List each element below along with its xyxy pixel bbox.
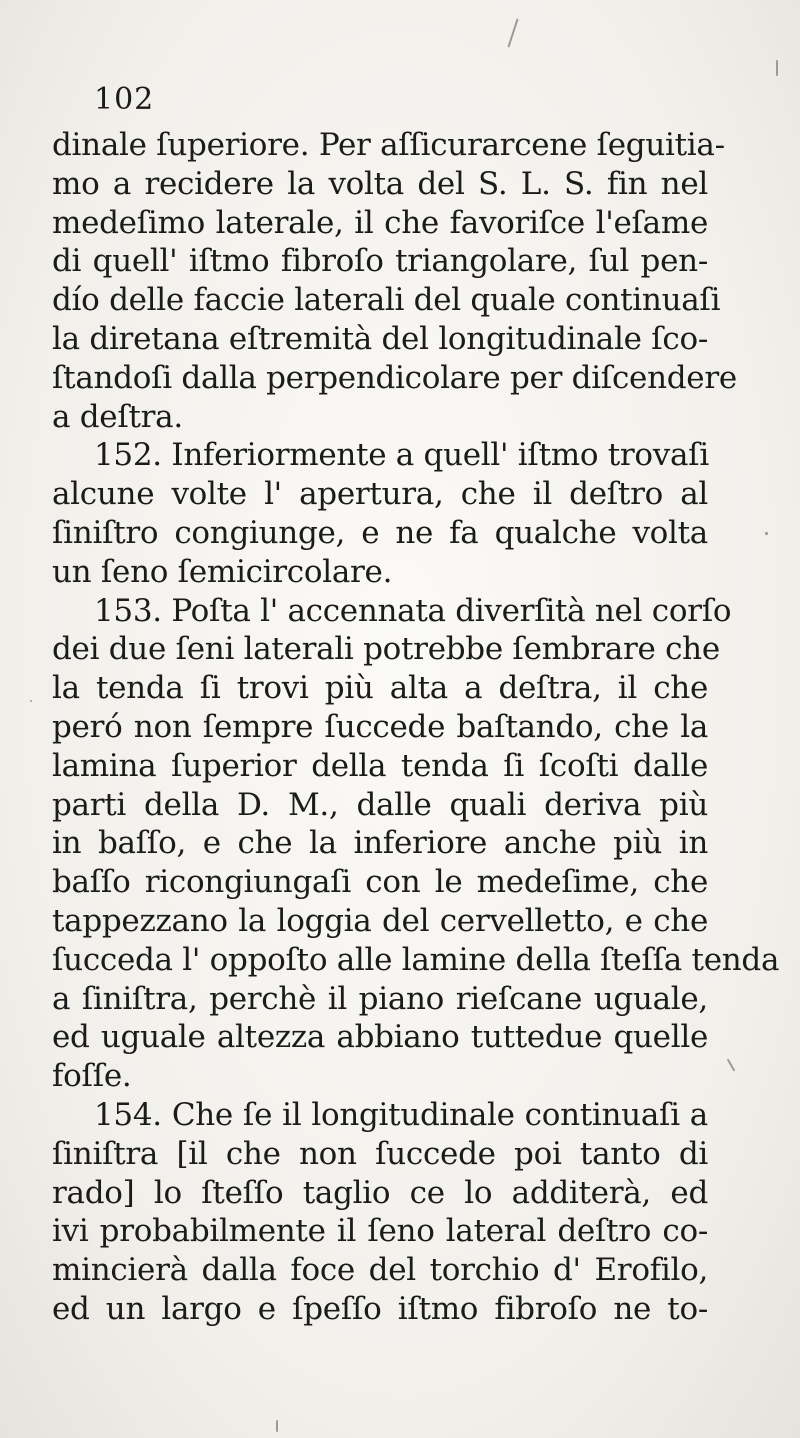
text-line: dinale ſuperiore. Per aſſicurarcene ſeguitia- xyxy=(52,127,725,163)
text-line: 153. Poſta l' accennata diverſità nel corſo xyxy=(94,592,732,629)
text-line: alcune volte l' apertura, che il deſtro al xyxy=(52,476,708,513)
text-line: 154. Che ſe il longitudinale continuaſi a xyxy=(94,1096,708,1133)
text-line: la tenda ſi trovi più alta a deſtra, il che xyxy=(52,670,708,707)
text-line: foſſe. xyxy=(52,1058,132,1095)
text-line: a ſiniſtra, perchè il piano rieſcane uguale, xyxy=(52,980,708,1017)
text-line: rado] lo ſteſſo taglio ce lo additerà, ed xyxy=(52,1174,708,1211)
text-line: dei due ſeni laterali potrebbe ſembrare che xyxy=(52,631,720,668)
text-line: peró non ſempre ſuccede baſtando, che la xyxy=(52,708,708,745)
text-line: ſiniſtro congiunge, e ne fa qualche volta xyxy=(52,514,708,551)
text-line: baſſo ricongiungaſi con le medeſime, che xyxy=(52,864,708,901)
text-line: ſucceda l' oppoſto alle lamine della ſteſſa tenda xyxy=(52,941,780,978)
text-line: medeſimo laterale, il che favoriſce l'eſame xyxy=(52,204,708,241)
text-line: in baſſo, e che la inferiore anche più in xyxy=(52,825,708,862)
text-line: ivi probabilmente il ſeno lateral deſtro co- xyxy=(52,1213,708,1250)
text-line: mincierà dalla foce del torchio d' Erofilo, xyxy=(52,1252,708,1289)
text-line: di quell' iſtmo fibroſo triangolare, ſul pen- xyxy=(52,243,708,280)
text-line: a deſtra. xyxy=(52,398,183,435)
text-line: tappezzano la loggia del cervelletto, e che xyxy=(52,902,708,939)
text-line: parti della D. M., dalle quali deriva più xyxy=(52,786,708,823)
text-line: lamina ſuperior della tenda ſi ſcoſti dalle xyxy=(52,747,708,784)
text-line: mo a recidere la volta del S. L. S. fin nel xyxy=(52,165,708,202)
body-text xyxy=(52,126,780,1329)
text-line: ſiniſtra [il che non ſuccede poi tanto di xyxy=(52,1135,708,1172)
text-line: la diretana eſtremità del longitudinale ſco- xyxy=(52,320,708,357)
text-line: un ſeno ſemicircolare. xyxy=(52,553,393,590)
text-line: ſtandoſi dalla perpendicolare per diſcendere xyxy=(52,359,737,396)
text-line: 152. Inferiormente a quell' iſtmo trovaſi xyxy=(94,437,709,474)
text-line: ed un largo e ſpeſſo iſtmo fibroſo ne to- xyxy=(52,1290,708,1327)
page-number: 102 xyxy=(94,82,155,117)
text-line: ed uguale altezza abbiano tuttedue quelle xyxy=(52,1019,708,1056)
text-line: dío delle faccie laterali del quale continuaſi xyxy=(52,282,721,319)
